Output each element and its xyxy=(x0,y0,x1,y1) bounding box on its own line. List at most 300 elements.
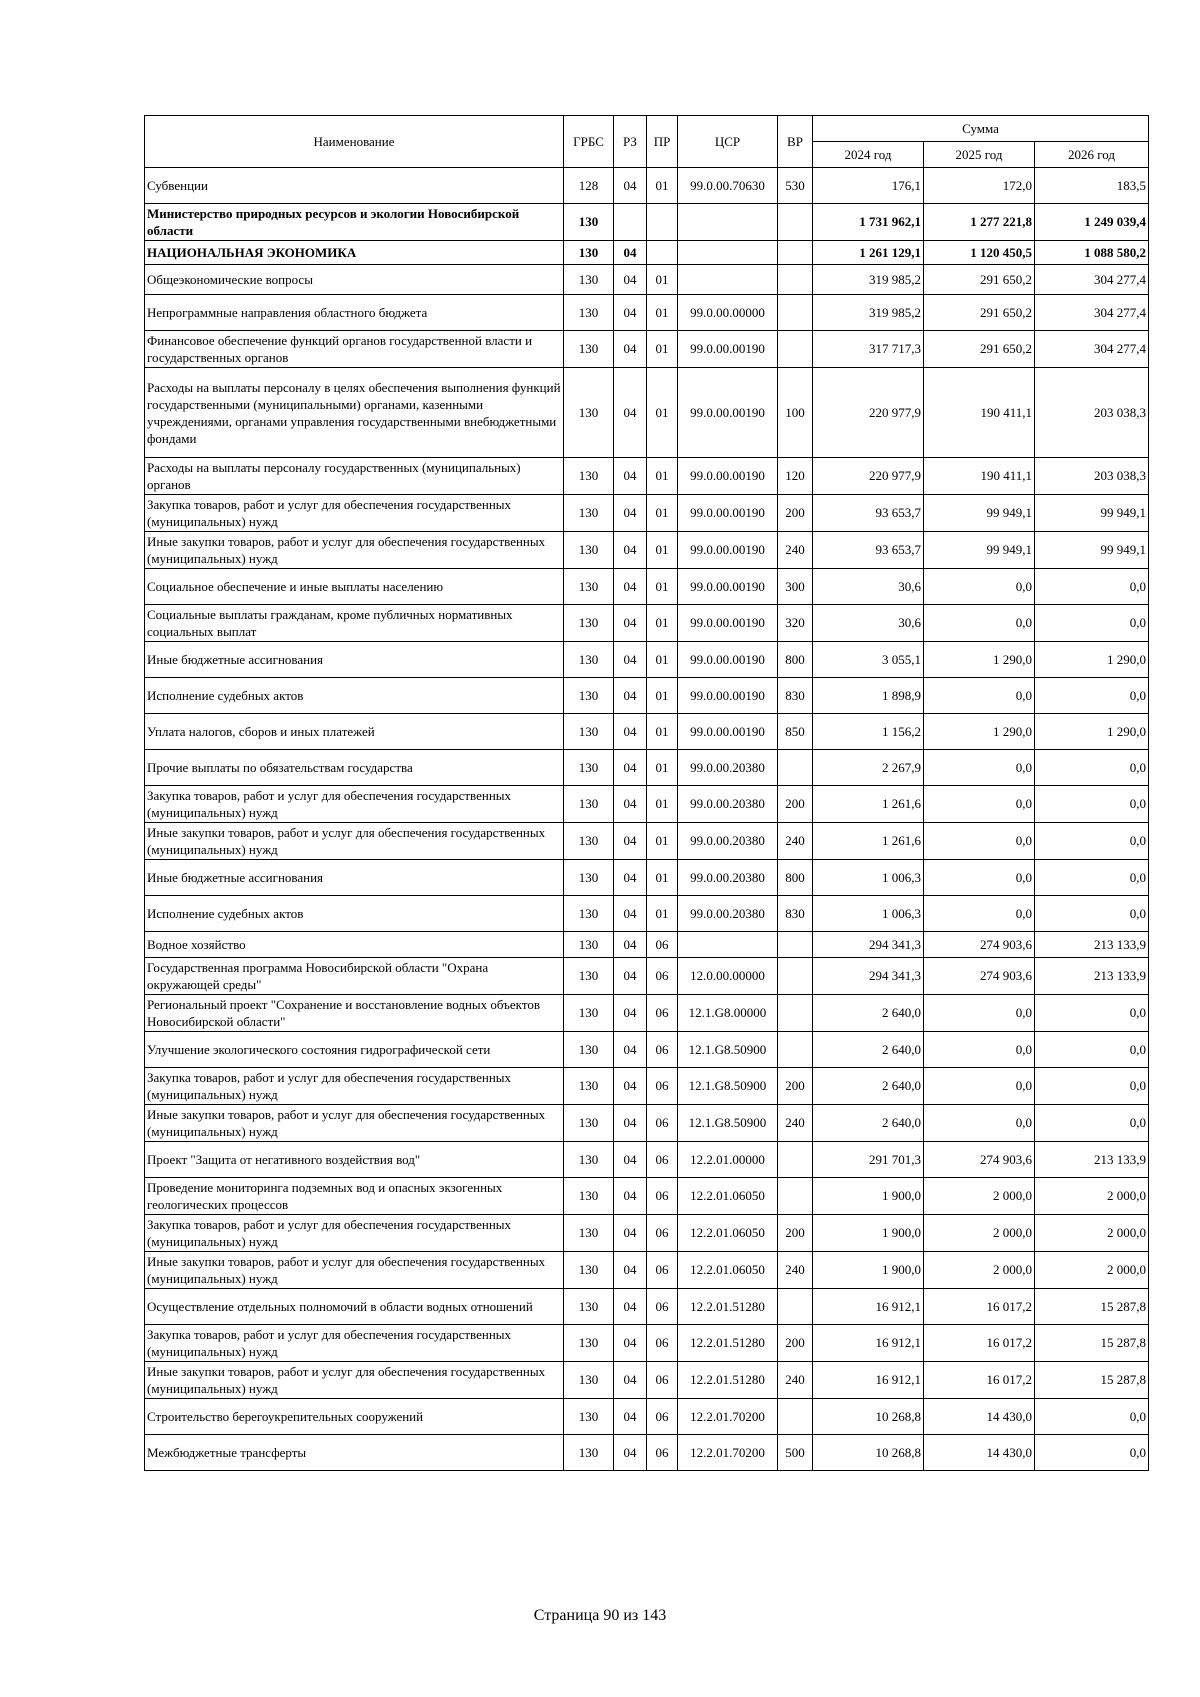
cell-vr xyxy=(778,750,813,786)
cell-vr: 240 xyxy=(778,1252,813,1289)
cell-2025: 0,0 xyxy=(924,750,1035,786)
cell-2025: 291 650,2 xyxy=(924,331,1035,368)
cell-rz: 04 xyxy=(614,1325,647,1362)
cell-rz: 04 xyxy=(614,295,647,331)
cell-vr: 200 xyxy=(778,1068,813,1105)
cell-2026: 304 277,4 xyxy=(1035,265,1149,295)
cell-vr: 200 xyxy=(778,786,813,823)
cell-2025: 99 949,1 xyxy=(924,495,1035,532)
cell-name: Иные бюджетные ассигнования xyxy=(145,860,564,896)
cell-2025: 274 903,6 xyxy=(924,1142,1035,1178)
cell-grbs: 130 xyxy=(564,932,614,958)
table-row xyxy=(145,1105,1149,1142)
cell-rz: 04 xyxy=(614,860,647,896)
table-row xyxy=(145,1252,1149,1289)
cell-rz: 04 xyxy=(614,786,647,823)
cell-grbs: 130 xyxy=(564,958,614,995)
cell-grbs: 130 xyxy=(564,368,614,458)
cell-rz: 04 xyxy=(614,458,647,495)
table-row xyxy=(145,642,1149,678)
cell-grbs: 130 xyxy=(564,714,614,750)
cell-name: НАЦИОНАЛЬНАЯ ЭКОНОМИКА xyxy=(145,241,564,265)
cell-pr: 06 xyxy=(647,1252,678,1289)
cell-2025: 14 430,0 xyxy=(924,1399,1035,1435)
cell-2026: 99 949,1 xyxy=(1035,532,1149,569)
cell-2024: 1 731 962,1 xyxy=(813,204,924,241)
cell-csr: 99.0.00.00190 xyxy=(678,458,778,495)
cell-pr: 01 xyxy=(647,495,678,532)
cell-name: Социальное обеспечение и иные выплаты населению xyxy=(145,569,564,605)
cell-grbs: 130 xyxy=(564,1142,614,1178)
cell-vr: 500 xyxy=(778,1435,813,1471)
cell-2024: 2 640,0 xyxy=(813,995,924,1032)
cell-vr xyxy=(778,265,813,295)
header-2026: 2026 год xyxy=(1035,142,1149,168)
cell-csr: 99.0.00.00190 xyxy=(678,368,778,458)
cell-rz: 04 xyxy=(614,331,647,368)
cell-vr xyxy=(778,241,813,265)
table-row xyxy=(145,896,1149,932)
cell-csr: 12.2.01.51280 xyxy=(678,1289,778,1325)
cell-pr: 01 xyxy=(647,605,678,642)
header-csr: ЦСР xyxy=(678,116,778,168)
cell-2025: 291 650,2 xyxy=(924,295,1035,331)
cell-name: Государственная программа Новосибирской области "Охрана окружающей среды" xyxy=(145,958,564,995)
cell-2025: 291 650,2 xyxy=(924,265,1035,295)
cell-csr: 99.0.00.20380 xyxy=(678,823,778,860)
cell-2026: 304 277,4 xyxy=(1035,295,1149,331)
cell-vr: 200 xyxy=(778,1215,813,1252)
cell-2024: 1 898,9 xyxy=(813,678,924,714)
cell-rz: 04 xyxy=(614,495,647,532)
cell-grbs: 130 xyxy=(564,1289,614,1325)
table-row xyxy=(145,1032,1149,1068)
cell-grbs: 130 xyxy=(564,642,614,678)
cell-csr: 12.1.G8.50900 xyxy=(678,1105,778,1142)
cell-2025: 0,0 xyxy=(924,1068,1035,1105)
cell-2025: 1 290,0 xyxy=(924,714,1035,750)
table-row xyxy=(145,786,1149,823)
cell-vr: 240 xyxy=(778,823,813,860)
cell-vr: 530 xyxy=(778,168,813,204)
cell-2026: 0,0 xyxy=(1035,1032,1149,1068)
cell-name: Проведение мониторинга подземных вод и опасных экзогенных геологических процессов xyxy=(145,1178,564,1215)
cell-pr: 06 xyxy=(647,932,678,958)
cell-pr: 06 xyxy=(647,1032,678,1068)
cell-rz: 04 xyxy=(614,368,647,458)
cell-pr: 01 xyxy=(647,569,678,605)
cell-name: Расходы на выплаты персоналу государственных (муниципальных) органов xyxy=(145,458,564,495)
cell-2024: 2 640,0 xyxy=(813,1068,924,1105)
cell-grbs: 130 xyxy=(564,896,614,932)
cell-2025: 99 949,1 xyxy=(924,532,1035,569)
cell-2026: 0,0 xyxy=(1035,786,1149,823)
cell-name: Закупка товаров, работ и услуг для обеспечения государственных (муниципальных) нужд xyxy=(145,1068,564,1105)
cell-2026: 99 949,1 xyxy=(1035,495,1149,532)
cell-grbs: 130 xyxy=(564,750,614,786)
cell-2024: 2 267,9 xyxy=(813,750,924,786)
cell-grbs: 130 xyxy=(564,532,614,569)
cell-2026: 0,0 xyxy=(1035,995,1149,1032)
cell-2025: 2 000,0 xyxy=(924,1178,1035,1215)
cell-2025: 0,0 xyxy=(924,860,1035,896)
cell-vr xyxy=(778,995,813,1032)
cell-grbs: 130 xyxy=(564,860,614,896)
cell-2026: 213 133,9 xyxy=(1035,932,1149,958)
table-row xyxy=(145,823,1149,860)
table-row xyxy=(145,995,1149,1032)
table-row xyxy=(145,1325,1149,1362)
cell-grbs: 130 xyxy=(564,823,614,860)
cell-pr: 01 xyxy=(647,896,678,932)
table-row xyxy=(145,750,1149,786)
cell-2026: 213 133,9 xyxy=(1035,958,1149,995)
table-row xyxy=(145,860,1149,896)
cell-csr: 99.0.00.00190 xyxy=(678,642,778,678)
cell-2026: 213 133,9 xyxy=(1035,1142,1149,1178)
header-2025: 2025 год xyxy=(924,142,1035,168)
cell-rz: 04 xyxy=(614,1105,647,1142)
cell-name: Иные закупки товаров, работ и услуг для обеспечения государственных (муниципальных) нужд xyxy=(145,823,564,860)
cell-vr: 830 xyxy=(778,678,813,714)
cell-2024: 1 900,0 xyxy=(813,1178,924,1215)
cell-csr: 99.0.00.00190 xyxy=(678,678,778,714)
cell-grbs: 130 xyxy=(564,458,614,495)
cell-pr: 01 xyxy=(647,265,678,295)
cell-2026: 0,0 xyxy=(1035,678,1149,714)
cell-pr: 01 xyxy=(647,823,678,860)
cell-pr: 01 xyxy=(647,678,678,714)
table-row xyxy=(145,714,1149,750)
cell-name: Исполнение судебных актов xyxy=(145,678,564,714)
cell-name: Закупка товаров, работ и услуг для обеспечения государственных (муниципальных) нужд xyxy=(145,495,564,532)
cell-2024: 1 900,0 xyxy=(813,1215,924,1252)
cell-2024: 319 985,2 xyxy=(813,295,924,331)
cell-vr: 200 xyxy=(778,495,813,532)
cell-rz: 04 xyxy=(614,1142,647,1178)
cell-2026: 0,0 xyxy=(1035,605,1149,642)
table-row xyxy=(145,265,1149,295)
header-vr: ВР xyxy=(778,116,813,168)
cell-2025: 0,0 xyxy=(924,1105,1035,1142)
table-row xyxy=(145,958,1149,995)
cell-2026: 2 000,0 xyxy=(1035,1252,1149,1289)
table-row xyxy=(145,1362,1149,1399)
cell-pr: 06 xyxy=(647,1068,678,1105)
cell-pr: 01 xyxy=(647,168,678,204)
cell-2026: 2 000,0 xyxy=(1035,1178,1149,1215)
cell-csr: 99.0.00.00190 xyxy=(678,532,778,569)
cell-pr: 06 xyxy=(647,995,678,1032)
cell-name: Социальные выплаты гражданам, кроме публичных нормативных социальных выплат xyxy=(145,605,564,642)
cell-csr: 12.2.01.06050 xyxy=(678,1178,778,1215)
cell-2026: 0,0 xyxy=(1035,860,1149,896)
cell-2025: 16 017,2 xyxy=(924,1289,1035,1325)
cell-2025: 172,0 xyxy=(924,168,1035,204)
cell-rz: 04 xyxy=(614,1032,647,1068)
cell-rz: 04 xyxy=(614,1215,647,1252)
cell-csr: 99.0.00.70630 xyxy=(678,168,778,204)
table-row xyxy=(145,168,1149,204)
cell-2026: 1 290,0 xyxy=(1035,714,1149,750)
cell-2024: 294 341,3 xyxy=(813,958,924,995)
cell-grbs: 128 xyxy=(564,168,614,204)
cell-grbs: 130 xyxy=(564,605,614,642)
cell-rz: 04 xyxy=(614,605,647,642)
cell-name: Закупка товаров, работ и услуг для обеспечения государственных (муниципальных) нужд xyxy=(145,786,564,823)
cell-2025: 274 903,6 xyxy=(924,932,1035,958)
cell-2025: 0,0 xyxy=(924,569,1035,605)
cell-csr: 12.2.01.51280 xyxy=(678,1325,778,1362)
table-row xyxy=(145,204,1149,241)
cell-name: Строительство берегоукрепительных сооружений xyxy=(145,1399,564,1435)
header-pr: ПР xyxy=(647,116,678,168)
cell-pr: 06 xyxy=(647,1215,678,1252)
cell-pr: 01 xyxy=(647,642,678,678)
cell-pr: 01 xyxy=(647,750,678,786)
cell-vr xyxy=(778,331,813,368)
table-body xyxy=(145,168,1149,1471)
cell-vr xyxy=(778,932,813,958)
cell-grbs: 130 xyxy=(564,1032,614,1068)
cell-grbs: 130 xyxy=(564,204,614,241)
cell-rz: 04 xyxy=(614,995,647,1032)
cell-rz: 04 xyxy=(614,241,647,265)
cell-2024: 30,6 xyxy=(813,605,924,642)
cell-name: Иные закупки товаров, работ и услуг для обеспечения государственных (муниципальных) нужд xyxy=(145,1105,564,1142)
cell-pr: 01 xyxy=(647,368,678,458)
cell-vr: 200 xyxy=(778,1325,813,1362)
cell-vr: 240 xyxy=(778,1105,813,1142)
cell-2025: 0,0 xyxy=(924,786,1035,823)
table-row xyxy=(145,1068,1149,1105)
table-row xyxy=(145,569,1149,605)
cell-csr: 12.1.G8.00000 xyxy=(678,995,778,1032)
cell-csr: 99.0.00.00190 xyxy=(678,714,778,750)
cell-csr: 12.1.G8.50900 xyxy=(678,1032,778,1068)
cell-2026: 0,0 xyxy=(1035,1399,1149,1435)
cell-2024: 30,6 xyxy=(813,569,924,605)
cell-name: Закупка товаров, работ и услуг для обеспечения государственных (муниципальных) нужд xyxy=(145,1215,564,1252)
cell-2026: 0,0 xyxy=(1035,1105,1149,1142)
cell-vr xyxy=(778,1289,813,1325)
cell-rz: 04 xyxy=(614,1068,647,1105)
cell-csr: 99.0.00.00190 xyxy=(678,331,778,368)
budget-table xyxy=(144,115,1149,1471)
cell-grbs: 130 xyxy=(564,1325,614,1362)
cell-pr: 06 xyxy=(647,958,678,995)
cell-2025: 0,0 xyxy=(924,995,1035,1032)
cell-csr: 99.0.00.00190 xyxy=(678,495,778,532)
cell-rz xyxy=(614,204,647,241)
cell-2025: 0,0 xyxy=(924,678,1035,714)
cell-vr xyxy=(778,1142,813,1178)
cell-name: Министерство природных ресурсов и экологии Новосибирской области xyxy=(145,204,564,241)
cell-2024: 1 006,3 xyxy=(813,860,924,896)
cell-grbs: 130 xyxy=(564,1362,614,1399)
cell-rz: 04 xyxy=(614,714,647,750)
cell-rz: 04 xyxy=(614,168,647,204)
table-row xyxy=(145,1289,1149,1325)
cell-grbs: 130 xyxy=(564,995,614,1032)
cell-grbs: 130 xyxy=(564,241,614,265)
cell-name: Проект "Защита от негативного воздействия вод" xyxy=(145,1142,564,1178)
cell-grbs: 130 xyxy=(564,265,614,295)
cell-2024: 317 717,3 xyxy=(813,331,924,368)
table-row xyxy=(145,241,1149,265)
cell-name: Исполнение судебных актов xyxy=(145,896,564,932)
cell-rz: 04 xyxy=(614,569,647,605)
cell-2024: 3 055,1 xyxy=(813,642,924,678)
cell-grbs: 130 xyxy=(564,569,614,605)
cell-2025: 14 430,0 xyxy=(924,1435,1035,1471)
cell-rz: 04 xyxy=(614,1362,647,1399)
cell-vr: 100 xyxy=(778,368,813,458)
cell-2024: 220 977,9 xyxy=(813,458,924,495)
cell-csr: 12.2.01.70200 xyxy=(678,1399,778,1435)
cell-pr: 06 xyxy=(647,1435,678,1471)
table-row xyxy=(145,605,1149,642)
cell-csr: 99.0.00.00190 xyxy=(678,605,778,642)
cell-grbs: 130 xyxy=(564,295,614,331)
cell-grbs: 130 xyxy=(564,1068,614,1105)
cell-vr xyxy=(778,1032,813,1068)
table-row xyxy=(145,331,1149,368)
cell-2024: 1 261,6 xyxy=(813,786,924,823)
table-row xyxy=(145,1215,1149,1252)
cell-rz: 04 xyxy=(614,532,647,569)
cell-csr: 99.0.00.00190 xyxy=(678,569,778,605)
cell-rz: 04 xyxy=(614,1289,647,1325)
cell-csr xyxy=(678,265,778,295)
cell-2024: 319 985,2 xyxy=(813,265,924,295)
cell-grbs: 130 xyxy=(564,678,614,714)
cell-rz: 04 xyxy=(614,265,647,295)
cell-rz: 04 xyxy=(614,678,647,714)
cell-2024: 1 006,3 xyxy=(813,896,924,932)
cell-csr: 12.2.01.06050 xyxy=(678,1252,778,1289)
cell-2024: 294 341,3 xyxy=(813,932,924,958)
cell-name: Непрограммные направления областного бюджета xyxy=(145,295,564,331)
cell-rz: 04 xyxy=(614,750,647,786)
cell-vr: 320 xyxy=(778,605,813,642)
cell-grbs: 130 xyxy=(564,495,614,532)
cell-2026: 203 038,3 xyxy=(1035,368,1149,458)
cell-2025: 0,0 xyxy=(924,896,1035,932)
cell-vr xyxy=(778,295,813,331)
header-rz: РЗ xyxy=(614,116,647,168)
cell-2025: 1 120 450,5 xyxy=(924,241,1035,265)
cell-rz: 04 xyxy=(614,958,647,995)
cell-name: Иные закупки товаров, работ и услуг для обеспечения государственных (муниципальных) нужд xyxy=(145,1252,564,1289)
cell-csr: 99.0.00.20380 xyxy=(678,896,778,932)
cell-pr: 06 xyxy=(647,1399,678,1435)
cell-2024: 220 977,9 xyxy=(813,368,924,458)
cell-name: Осуществление отдельных полномочий в области водных отношений xyxy=(145,1289,564,1325)
cell-csr: 99.0.00.20380 xyxy=(678,786,778,823)
cell-2025: 2 000,0 xyxy=(924,1215,1035,1252)
cell-2024: 1 900,0 xyxy=(813,1252,924,1289)
cell-pr: 06 xyxy=(647,1362,678,1399)
cell-rz: 04 xyxy=(614,642,647,678)
cell-2024: 10 268,8 xyxy=(813,1399,924,1435)
cell-2024: 1 261 129,1 xyxy=(813,241,924,265)
cell-rz: 04 xyxy=(614,1252,647,1289)
table-row xyxy=(145,368,1149,458)
cell-2026: 15 287,8 xyxy=(1035,1289,1149,1325)
cell-grbs: 130 xyxy=(564,331,614,368)
cell-pr: 01 xyxy=(647,714,678,750)
table-row xyxy=(145,678,1149,714)
cell-2024: 16 912,1 xyxy=(813,1325,924,1362)
cell-2026: 0,0 xyxy=(1035,823,1149,860)
cell-vr xyxy=(778,1178,813,1215)
cell-vr: 800 xyxy=(778,642,813,678)
table-row xyxy=(145,532,1149,569)
cell-2025: 1 277 221,8 xyxy=(924,204,1035,241)
cell-vr: 800 xyxy=(778,860,813,896)
cell-pr: 06 xyxy=(647,1325,678,1362)
cell-2025: 2 000,0 xyxy=(924,1252,1035,1289)
cell-2026: 0,0 xyxy=(1035,569,1149,605)
cell-name: Иные бюджетные ассигнования xyxy=(145,642,564,678)
table-row xyxy=(145,1178,1149,1215)
cell-2026: 0,0 xyxy=(1035,750,1149,786)
cell-pr: 01 xyxy=(647,458,678,495)
cell-2025: 0,0 xyxy=(924,605,1035,642)
cell-pr: 06 xyxy=(647,1289,678,1325)
cell-2024: 16 912,1 xyxy=(813,1289,924,1325)
cell-vr xyxy=(778,204,813,241)
cell-csr: 99.0.00.00000 xyxy=(678,295,778,331)
cell-2024: 16 912,1 xyxy=(813,1362,924,1399)
table-header xyxy=(145,116,1149,168)
cell-rz: 04 xyxy=(614,823,647,860)
cell-name: Уплата налогов, сборов и иных платежей xyxy=(145,714,564,750)
cell-pr: 06 xyxy=(647,1105,678,1142)
header-grbs: ГРБС xyxy=(564,116,614,168)
cell-rz: 04 xyxy=(614,1435,647,1471)
cell-csr: 99.0.00.20380 xyxy=(678,860,778,896)
cell-2026: 203 038,3 xyxy=(1035,458,1149,495)
cell-pr: 06 xyxy=(647,1142,678,1178)
cell-pr: 01 xyxy=(647,331,678,368)
cell-2025: 16 017,2 xyxy=(924,1325,1035,1362)
header-2024: 2024 год xyxy=(813,142,924,168)
cell-2024: 1 261,6 xyxy=(813,823,924,860)
cell-name: Расходы на выплаты персоналу в целях обеспечения выполнения функций государственными (муниципальными) органами, казенными учреждениями, органами управления государственными внебюджетными фондами xyxy=(145,368,564,458)
cell-pr: 01 xyxy=(647,786,678,823)
cell-grbs: 130 xyxy=(564,1435,614,1471)
cell-2024: 2 640,0 xyxy=(813,1032,924,1068)
cell-pr: 01 xyxy=(647,860,678,896)
cell-2024: 1 156,2 xyxy=(813,714,924,750)
cell-csr: 12.1.G8.50900 xyxy=(678,1068,778,1105)
cell-csr xyxy=(678,204,778,241)
cell-2026: 2 000,0 xyxy=(1035,1215,1149,1252)
cell-csr: 12.2.01.06050 xyxy=(678,1215,778,1252)
cell-name: Финансовое обеспечение функций органов государственной власти и государственных органов xyxy=(145,331,564,368)
cell-2026: 0,0 xyxy=(1035,1435,1149,1471)
cell-2024: 176,1 xyxy=(813,168,924,204)
cell-2025: 0,0 xyxy=(924,1032,1035,1068)
cell-2025: 1 290,0 xyxy=(924,642,1035,678)
cell-2025: 190 411,1 xyxy=(924,368,1035,458)
cell-2025: 274 903,6 xyxy=(924,958,1035,995)
cell-rz: 04 xyxy=(614,896,647,932)
cell-csr: 12.2.01.00000 xyxy=(678,1142,778,1178)
cell-2024: 10 268,8 xyxy=(813,1435,924,1471)
